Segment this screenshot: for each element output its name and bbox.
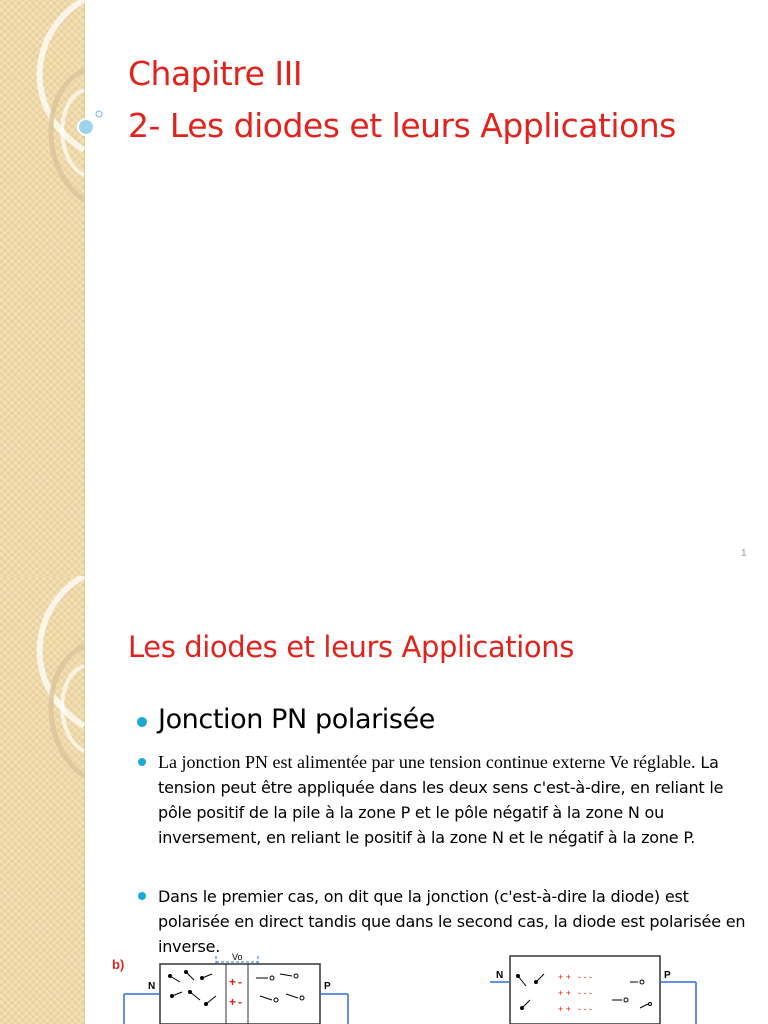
region-n-label: N — [148, 981, 156, 992]
svg-text:+ +: + + — [558, 988, 572, 998]
region-n-label: N — [496, 970, 504, 981]
chapter-title: Chapitre III — [128, 54, 303, 93]
paragraph-1 — [158, 750, 750, 850]
figure-label: b) — [112, 957, 125, 972]
svg-text:- - -: - - - — [578, 988, 592, 998]
main-bullet: Jonction PN polarisée — [158, 704, 435, 735]
paragraph-1-serif: La jonction PN est alimentée par une tension continue externe Ve réglable. — [158, 752, 696, 772]
svg-text:+: + — [229, 995, 237, 1009]
voltage-label: Vo — [232, 952, 243, 962]
page-number: 1 — [741, 548, 747, 559]
swirl-decoration-icon — [0, 576, 140, 836]
swirl-decoration-icon — [0, 0, 140, 260]
svg-text:-: - — [238, 975, 242, 989]
slide-title: Les diodes et leurs Applications — [128, 630, 574, 664]
svg-text:- - -: - - - — [578, 1004, 592, 1014]
slide-2 — [0, 576, 768, 1024]
paragraph-2: Dans le premier cas, on dit que la jonction (c'est-à-dire la diode) est polarisée en direct tandis que dans le second cas, la diode est polarisée en inverse. — [158, 887, 746, 956]
region-p-label: P — [664, 970, 671, 981]
svg-text:+ +: + + — [558, 1004, 572, 1014]
paragraph-1-sans: La tension peut être appliquée dans les deux sens c'est-à-dire, en reliant le pôle positif de la pile à la zone P et le pôle négatif à la zone N ou inversement, en reliant le positif à la zone N et le négatif à la zone P. — [158, 753, 724, 847]
bullet-icon — [138, 892, 146, 900]
svg-text:+: + — [229, 975, 237, 989]
svg-text:-: - — [238, 995, 242, 1009]
chapter-subtitle: 2- Les diodes et leurs Applications — [128, 106, 676, 145]
junction-diagram-reverse — [490, 952, 710, 1024]
svg-text:+ +: + + — [558, 972, 572, 982]
bullet-icon — [138, 758, 146, 766]
svg-text:- - -: - - - — [578, 972, 592, 982]
junction-diagram-forward — [108, 952, 358, 1024]
bullet-icon — [137, 717, 147, 727]
region-p-label: P — [324, 981, 331, 992]
